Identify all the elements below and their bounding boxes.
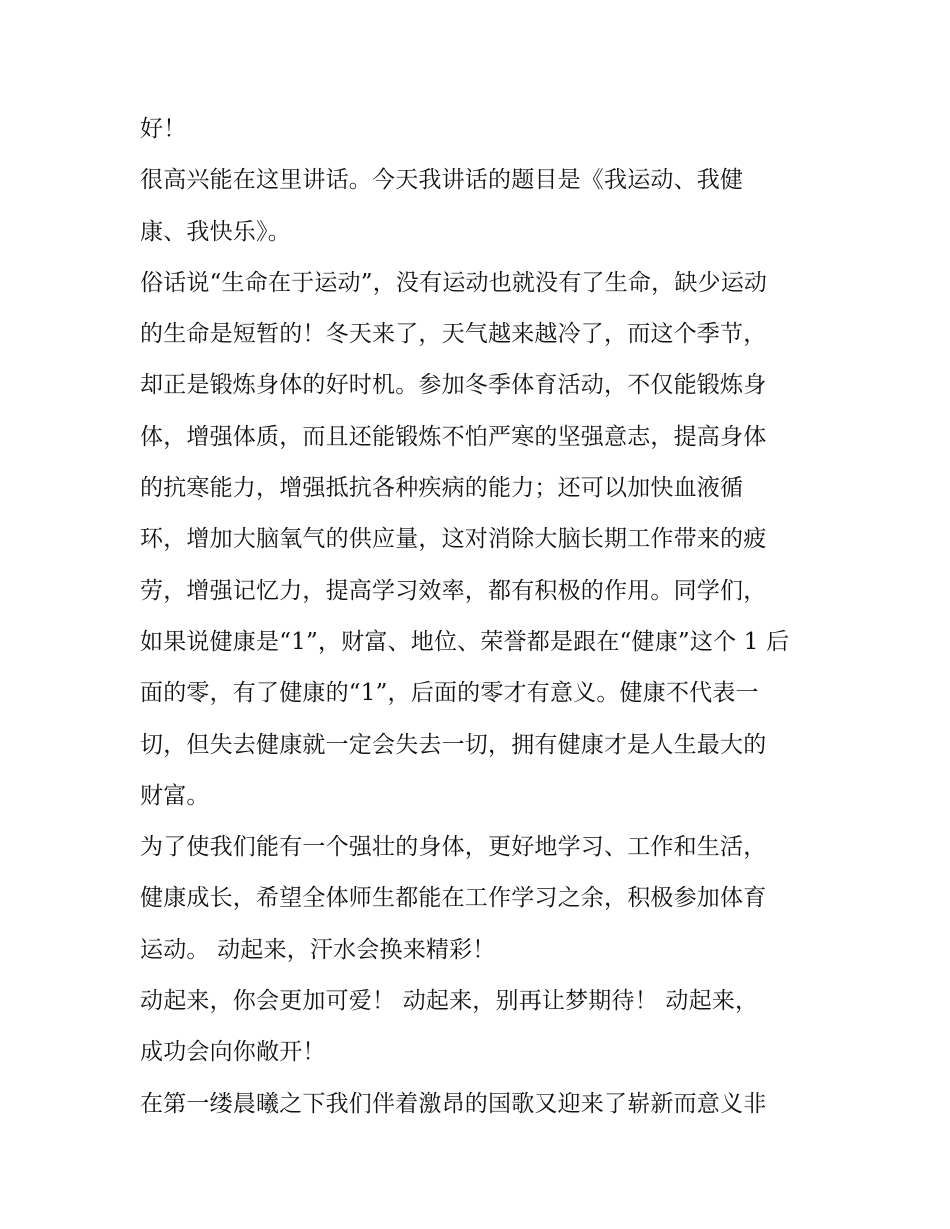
- text-line: 切，但失去健康就一定会失去一切，拥有健康才是人生最大的: [140, 731, 767, 758]
- text-line: 环，增加大脑氧气的供应量，这对消除大脑长期工作带来的疲: [140, 526, 767, 553]
- text-line: 的抗寒能力，增强抵抗各种疾病的能力；还可以加快血液循: [140, 475, 744, 502]
- text-line: 为了使我们能有一个强壮的身体，更好地学习、工作和生活，: [140, 834, 767, 861]
- text-line: 俗话说“生命在于运动”，没有运动也就没有了生命，缺少运动: [140, 269, 768, 296]
- text-line: 在第一缕晨曦之下我们伴着激昂的国歌又迎来了崭新而意义非: [140, 1090, 767, 1117]
- text-line: 很高兴能在这里讲话。今天我讲话的题目是《我运动、我健: [140, 167, 744, 194]
- text-line: 却正是锻炼身体的好时机。参加冬季体育活动，不仅能锻炼身: [140, 372, 767, 399]
- text-line: 劳，增强记忆力，提高学习效率，都有积极的作用。同学们，: [140, 577, 767, 604]
- text-line: 健康成长，希望全体师生都能在工作学习之余，积极参加体育: [140, 885, 767, 912]
- document-body: [140, 104, 820, 1130]
- text-line: 运动。 动起来，汗水会换来精彩！: [140, 936, 496, 963]
- text-line: 的生命是短暂的！冬天来了，天气越来越冷了，而这个季节，: [140, 321, 767, 348]
- text-line: 康、我快乐》。: [140, 218, 291, 245]
- text-line: 成功会向你敞开！: [140, 1039, 326, 1066]
- text-line: 体，增强体质，而且还能锻炼不怕严寒的坚强意志，提高身体: [140, 423, 767, 450]
- text-line: 财富。: [140, 782, 210, 809]
- text-line: 面的零，有了健康的“1”，后面的零才有意义。健康不代表一: [140, 680, 759, 707]
- text-line: 如果说健康是“1”，财富、地位、荣誉都是跟在“健康”这个 1 后: [140, 628, 790, 655]
- text-line: 动起来，你会更加可爱！ 动起来，别再让梦期待！ 动起来，: [140, 988, 759, 1015]
- text-line: 好！: [140, 116, 187, 142]
